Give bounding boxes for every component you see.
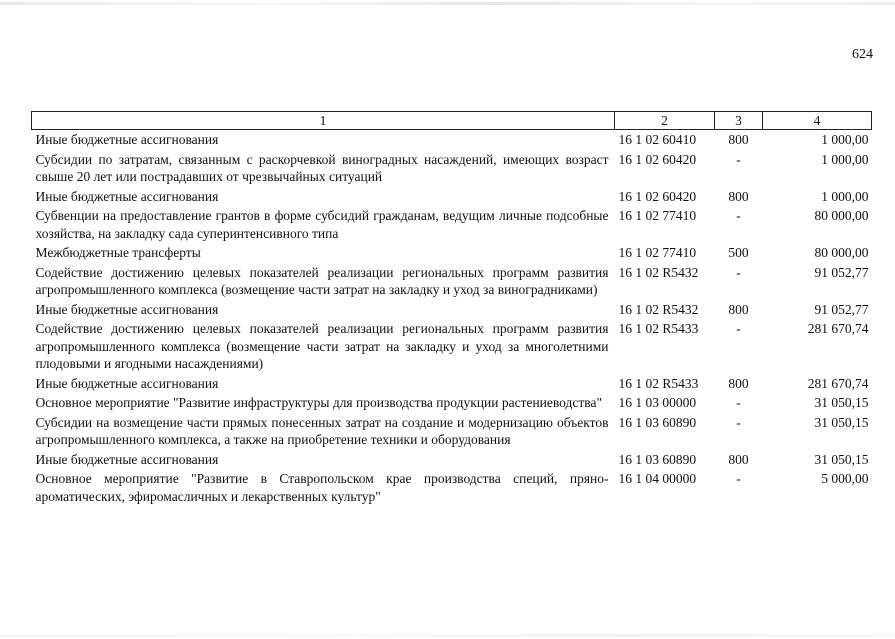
page-number: 624 bbox=[852, 47, 873, 62]
table-row bbox=[32, 374, 872, 394]
row-amount: 281 670,74 bbox=[807, 375, 869, 391]
row-kind: - bbox=[736, 471, 741, 486]
row-code: 16 1 02 R5432 bbox=[618, 264, 699, 280]
row-kind: 500 bbox=[728, 245, 749, 260]
row-name: Иные бюджетные ассигнования bbox=[35, 375, 219, 391]
header-col-4: 4 bbox=[763, 112, 872, 130]
row-name: Субсидии на возмещение части прямых понесенных затрат на создание и модернизацию объектов агропромышленного комплекса, а также на приобретение техники и оборудования bbox=[35, 414, 609, 447]
table-row bbox=[32, 319, 872, 374]
scan-edge-top bbox=[0, 2, 895, 5]
row-kind: - bbox=[736, 414, 741, 430]
row-name: Иные бюджетные ассигнования bbox=[35, 301, 219, 317]
table-row bbox=[32, 150, 872, 187]
table-row bbox=[32, 243, 872, 263]
row-name: Иные бюджетные ассигнования bbox=[35, 451, 219, 467]
row-amount: 1 000,00 bbox=[821, 132, 869, 147]
row-code: 16 1 02 60420 bbox=[618, 151, 697, 167]
row-code: 16 1 02 R5433 bbox=[618, 375, 699, 391]
header-col-1: 1 bbox=[32, 112, 615, 130]
row-kind: - bbox=[736, 151, 741, 167]
row-kind: 800 bbox=[728, 188, 749, 204]
row-code: 16 1 03 60890 bbox=[618, 414, 697, 430]
table-row bbox=[32, 413, 872, 450]
row-amount: 31 050,15 bbox=[814, 395, 869, 410]
row-amount: 1 000,00 bbox=[821, 151, 869, 167]
row-amount: 80 000,00 bbox=[814, 208, 869, 223]
row-code: 16 1 03 00000 bbox=[618, 395, 697, 410]
row-amount: 5 000,00 bbox=[821, 471, 869, 486]
row-kind: - bbox=[736, 395, 741, 410]
scan-edge-bottom bbox=[0, 634, 895, 637]
row-kind: - bbox=[736, 264, 741, 280]
table-row bbox=[32, 469, 872, 506]
row-kind: 800 bbox=[728, 375, 749, 391]
row-name: Межбюджетные трансферты bbox=[35, 245, 201, 260]
row-code: 16 1 02 R5432 bbox=[618, 301, 699, 317]
table-header-row bbox=[32, 112, 872, 130]
row-code: 16 1 02 77410 bbox=[618, 245, 697, 260]
row-kind: 800 bbox=[728, 451, 749, 467]
row-kind: - bbox=[736, 208, 741, 223]
table-row bbox=[32, 393, 872, 413]
row-code: 16 1 02 60410 bbox=[618, 132, 697, 147]
row-code: 16 1 02 60420 bbox=[618, 188, 697, 204]
header-col-3: 3 bbox=[715, 112, 763, 130]
row-kind: 800 bbox=[728, 132, 749, 147]
table-row bbox=[32, 130, 872, 150]
row-name: Иные бюджетные ассигнования bbox=[35, 132, 219, 147]
row-kind: - bbox=[736, 321, 741, 336]
budget-table bbox=[31, 111, 872, 506]
row-amount: 91 052,77 bbox=[814, 264, 869, 280]
row-amount: 1 000,00 bbox=[821, 188, 869, 204]
row-amount: 281 670,74 bbox=[807, 321, 869, 336]
row-name: Содействие достижению целевых показателей реализации региональных программ развития агропромышленного комплекса (возмещение части затрат на закладку и уход за виноградниками) bbox=[35, 264, 609, 297]
header-col-2: 2 bbox=[615, 112, 715, 130]
row-kind: 800 bbox=[728, 301, 749, 317]
row-code: 16 1 02 R5433 bbox=[618, 321, 699, 336]
table-row bbox=[32, 300, 872, 320]
row-amount: 31 050,15 bbox=[814, 414, 869, 430]
table-row bbox=[32, 450, 872, 470]
row-amount: 31 050,15 bbox=[814, 451, 869, 467]
row-name: Иные бюджетные ассигнования bbox=[35, 188, 219, 204]
row-code: 16 1 03 60890 bbox=[618, 451, 697, 467]
row-name: Субвенции на предоставление грантов в форме субсидий гражданам, ведущим личные подсобные хозяйства, на закладку сада суперинтенсивного типа bbox=[35, 208, 609, 241]
row-name: Субсидии по затратам, связанным с раскорчевкой виноградных насаждений, имеющих возраст свыше 20 лет или пострадавших от чрезвычайных ситуаций bbox=[35, 151, 609, 184]
table-row bbox=[32, 187, 872, 207]
row-amount: 80 000,00 bbox=[814, 245, 869, 260]
row-name: Содействие достижению целевых показателей реализации региональных программ развития агропромышленного комплекса (возмещение части затрат на закладку и уход за многолетними плодовыми и ягодными насаждениями) bbox=[35, 321, 609, 371]
row-code: 16 1 02 77410 bbox=[618, 208, 697, 223]
table-row bbox=[32, 206, 872, 243]
row-amount: 91 052,77 bbox=[814, 301, 869, 317]
row-code: 16 1 04 00000 bbox=[618, 471, 697, 486]
table-row bbox=[32, 263, 872, 300]
row-name: Основное мероприятие "Развитие инфраструктуры для производства продукции растениеводства" bbox=[35, 395, 602, 410]
row-name: Основное мероприятие "Развитие в Ставропольском крае производства специй, пряно-ароматических, эфиромасличных и лекарственных культур" bbox=[35, 471, 609, 504]
